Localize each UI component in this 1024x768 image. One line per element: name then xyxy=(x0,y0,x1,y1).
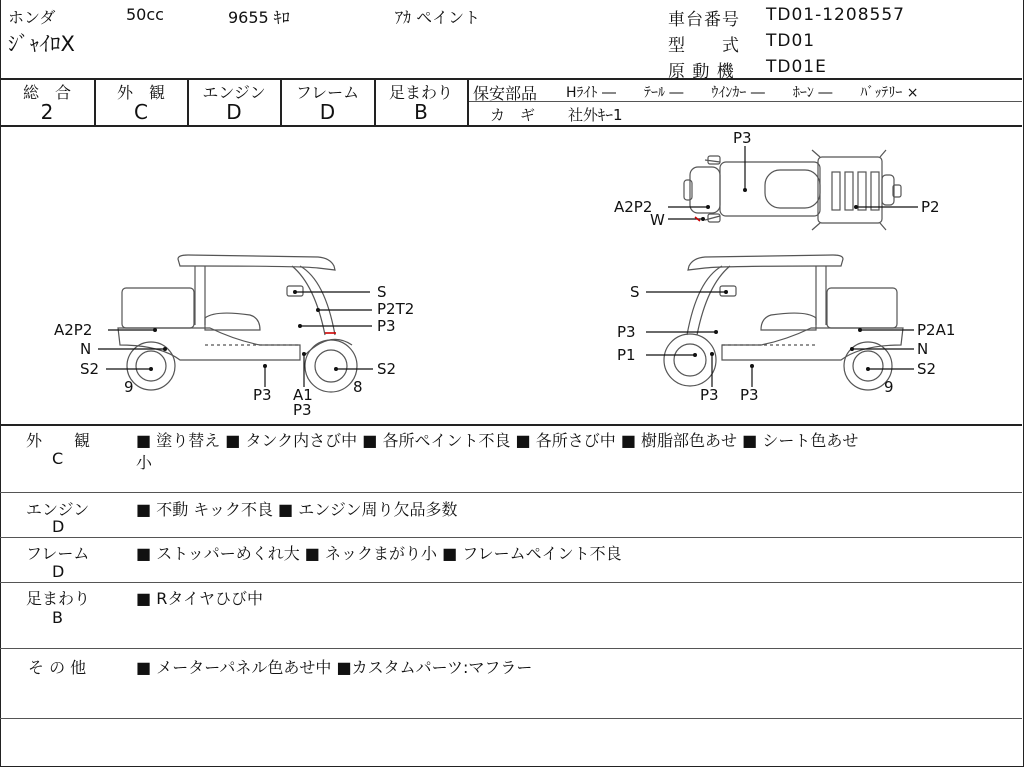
left-side-scooter xyxy=(98,255,373,392)
remark-text: ■ メーターパネル色あせ中 ■カスタムパーツ:マフラー xyxy=(136,658,533,677)
displacement: 50cc xyxy=(126,5,164,24)
grade-exterior-value: C xyxy=(134,100,148,124)
damage-diagram xyxy=(0,126,1022,424)
remark-grade: D xyxy=(52,517,65,536)
label-r-n: N xyxy=(917,340,929,358)
grade-frame-label: フレーム xyxy=(295,83,360,102)
model-name: ｼﾞｬｲﾛX xyxy=(8,32,75,56)
label-top-w: W xyxy=(650,211,665,229)
remark-label: そ の 他 xyxy=(28,658,87,677)
remark-text: ■ 塗り替え ■ タンク内さび中 ■ 各所ペイント不良 ■ 各所さび中 ■ 樹脂部色あせ ■ シート色あせ xyxy=(136,431,859,450)
remark-label: フレーム xyxy=(26,544,90,563)
grade-overall-value: 2 xyxy=(40,100,54,124)
label-l-p3: P3 xyxy=(377,317,396,335)
maker: ホンダ xyxy=(8,8,56,27)
key-label: カ ギ xyxy=(490,106,536,124)
label-r-p3-b2: P3 xyxy=(740,386,759,404)
top-view-scooter xyxy=(668,146,918,230)
label-top-p3: P3 xyxy=(733,129,752,147)
label-r-s: S xyxy=(630,283,640,301)
type-label: 型 式 xyxy=(668,36,740,56)
grade-frame-value: D xyxy=(319,100,336,124)
remark-text-continued: 小 xyxy=(136,453,153,472)
type-value: TD01 xyxy=(766,31,816,51)
engine-value: TD01E xyxy=(766,57,827,77)
safety-label: 保安部品 xyxy=(473,84,538,103)
mileage: 9655 ｷﾛ xyxy=(228,8,290,27)
right-side-scooter xyxy=(646,255,914,390)
label-l-p3-bottom: P3 xyxy=(253,386,272,404)
label-l-p2t2: P2T2 xyxy=(377,300,415,318)
label-l-9: 9 xyxy=(124,378,134,396)
grade-engine-value: D xyxy=(226,100,242,124)
label-l-p3-bottom2: P3 xyxy=(293,401,312,419)
label-r-p2a1: P2A1 xyxy=(917,321,956,339)
label-r-p3: P3 xyxy=(617,323,636,341)
label-l-s2-right: S2 xyxy=(377,360,397,378)
frame-no: TD01-1208557 xyxy=(766,5,905,25)
grade-suspension-value: B xyxy=(414,100,428,124)
safety-items: Hﾗｲﾄ ― ﾃｰﾙ ― ｳｲﾝｶｰ ― ﾎｰﾝ ― ﾊﾞｯﾃﾘｰ × xyxy=(566,85,919,101)
remark-grade: C xyxy=(52,449,64,468)
label-r-p3-b1: P3 xyxy=(700,386,719,404)
remark-text: ■ ストッパーめくれ大 ■ ネックまがり小 ■ フレームペイント不良 xyxy=(136,544,622,563)
grade-exterior-label: 外 観 xyxy=(116,83,165,102)
label-r-9: 9 xyxy=(884,378,894,396)
grade-overall-label: 総 合 xyxy=(22,83,71,102)
remark-grade: B xyxy=(52,608,63,627)
label-l-a1: A1 xyxy=(293,386,313,404)
frame-no-label: 車台番号 xyxy=(668,10,740,30)
remark-label: 外 観 xyxy=(26,431,91,450)
label-r-p1: P1 xyxy=(617,346,636,364)
label-l-s: S xyxy=(377,283,387,301)
grade-suspension-label: 足まわり xyxy=(388,83,453,102)
remark-label: エンジン xyxy=(26,500,90,519)
label-r-s2: S2 xyxy=(917,360,937,378)
color: ｱｶ ペイント xyxy=(395,8,481,27)
label-top-p2: P2 xyxy=(921,198,940,216)
engine-label: 原 動 機 xyxy=(668,62,735,82)
key-value: 社外ｷｰ1 xyxy=(568,106,623,124)
remark-label: 足まわり xyxy=(26,589,91,608)
grade-engine-label: エンジン xyxy=(202,83,266,102)
label-l-s2-left: S2 xyxy=(80,360,100,378)
remark-grade: D xyxy=(52,562,65,581)
label-l-8: 8 xyxy=(353,378,363,396)
label-l-n: N xyxy=(80,340,92,358)
label-l-a2p2: A2P2 xyxy=(54,321,93,339)
remark-text: ■ 不動 キック不良 ■ エンジン周り欠品多数 xyxy=(136,500,458,519)
remark-text: ■ Rタイヤひび中 xyxy=(136,589,264,608)
label-top-a2p2: A2P2 xyxy=(614,198,653,216)
